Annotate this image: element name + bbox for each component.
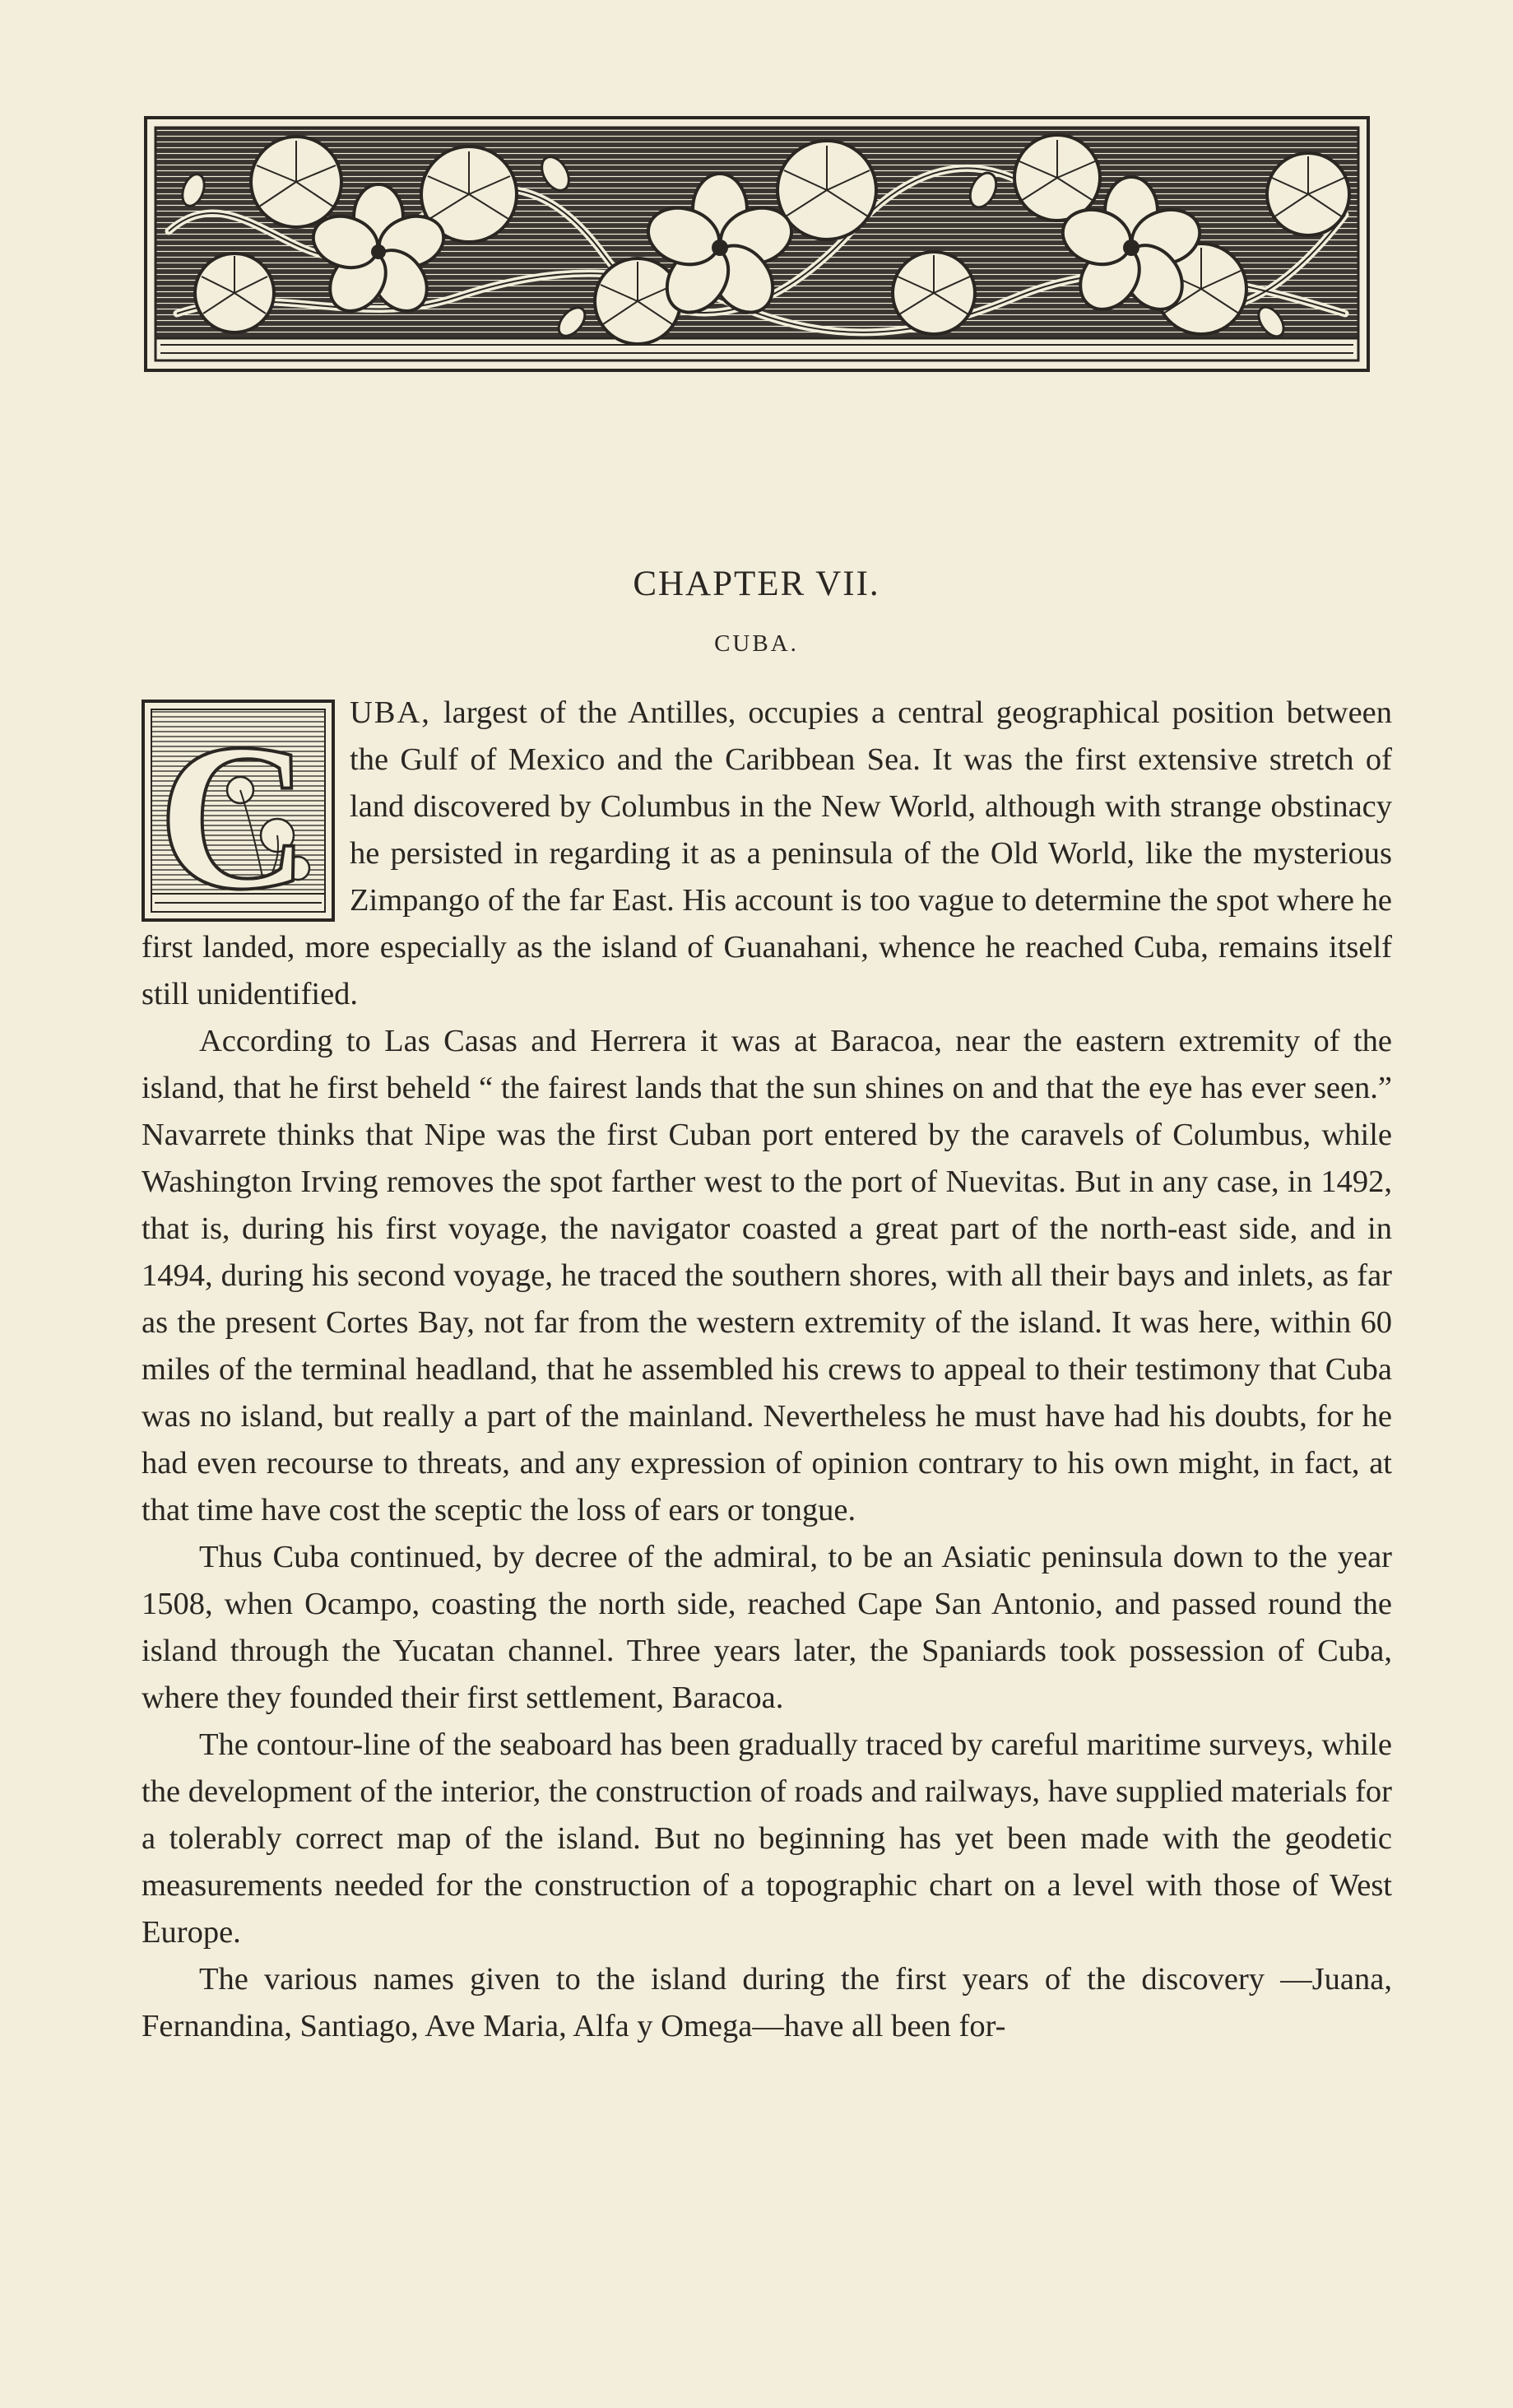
chapter-title: CHAPTER VII.	[633, 565, 880, 603]
paragraph: According to Las Casas and Herrera it was at Baracoa, near the eastern extremity of the island, that he first beheld “ the fairest lands that the sun shines on and that the eye has ever seen.” Navarrete thinks that Nipe was the first Cuban port entered by the caravels of Columbus, while Washington Irving removes the spot farther west to the port of Nuevitas. But in any case, in 1492, that is, during his first voyage, the navigator coasted a great part of the north-east side, and in 1494, during his second voyage, he traced the southern shores, with all their bays and inlets, as far as the present Cortes Bay, not far from the western extremity of the island. It was here, within 60 miles of the terminal headland, that he assembled his crews to appeal to their testimony that Cuba was no island, but really a part of the mainland. Nevertheless he must have had his doubts, for he had even recourse to threats, and any expression of opinion contrary to his own might, in fact, at that time have cost the sceptic the loss of ears or tongue.	[142, 1024, 1392, 1527]
opening-word: UBA,	[350, 695, 431, 730]
paragraph-text: largest of the Antilles, occupies a central geographical position between the Gulf of Mexico and the Caribbean Sea. It was the first extensive stretch of land discovered by Columbus in the New World, although with strange obstinacy he persisted in regarding it as a peninsula of the Old World, like the mysterious Zimpango of the far East. His account is too vague to determine the spot where he first landed, more especially as the island of Guanahani, whence he reached Cuba, remains itself still unidentified.	[142, 695, 1392, 1011]
chapter-subtitle: CUBA.	[714, 630, 799, 657]
paragraph: Thus Cuba continued, by decree of the admiral, to be an Asiatic peninsula down to the year 1508, when Ocampo, coasting the north side, reached Cape San Antonio, and passed round the island through the Yucatan channel. Three years later, the Spaniards took possession of Cuba, where they founded their first settlement, Baracoa.	[142, 1540, 1392, 1715]
paragraph: The various names given to the island during the first years of the discovery —Juana, Fernandina, Santiago, Ave Maria, Alfa y Omega—have all been for-	[142, 1962, 1392, 2043]
ornamental-headpiece	[144, 116, 1370, 372]
drop-cap-glyph: C	[157, 701, 310, 922]
body-text	[142, 690, 1392, 2050]
paragraph: The contour-line of the seaboard has been gradually traced by careful maritime surveys, while the development of the interior, the construction of roads and railways, have supplied materials for a tolerably correct map of the island. But no beginning has yet been made with the geodetic measurements needed for the construction of a topographic chart on a level with those of West Europe.	[142, 1727, 1392, 1950]
drop-cap-letter	[142, 700, 335, 922]
